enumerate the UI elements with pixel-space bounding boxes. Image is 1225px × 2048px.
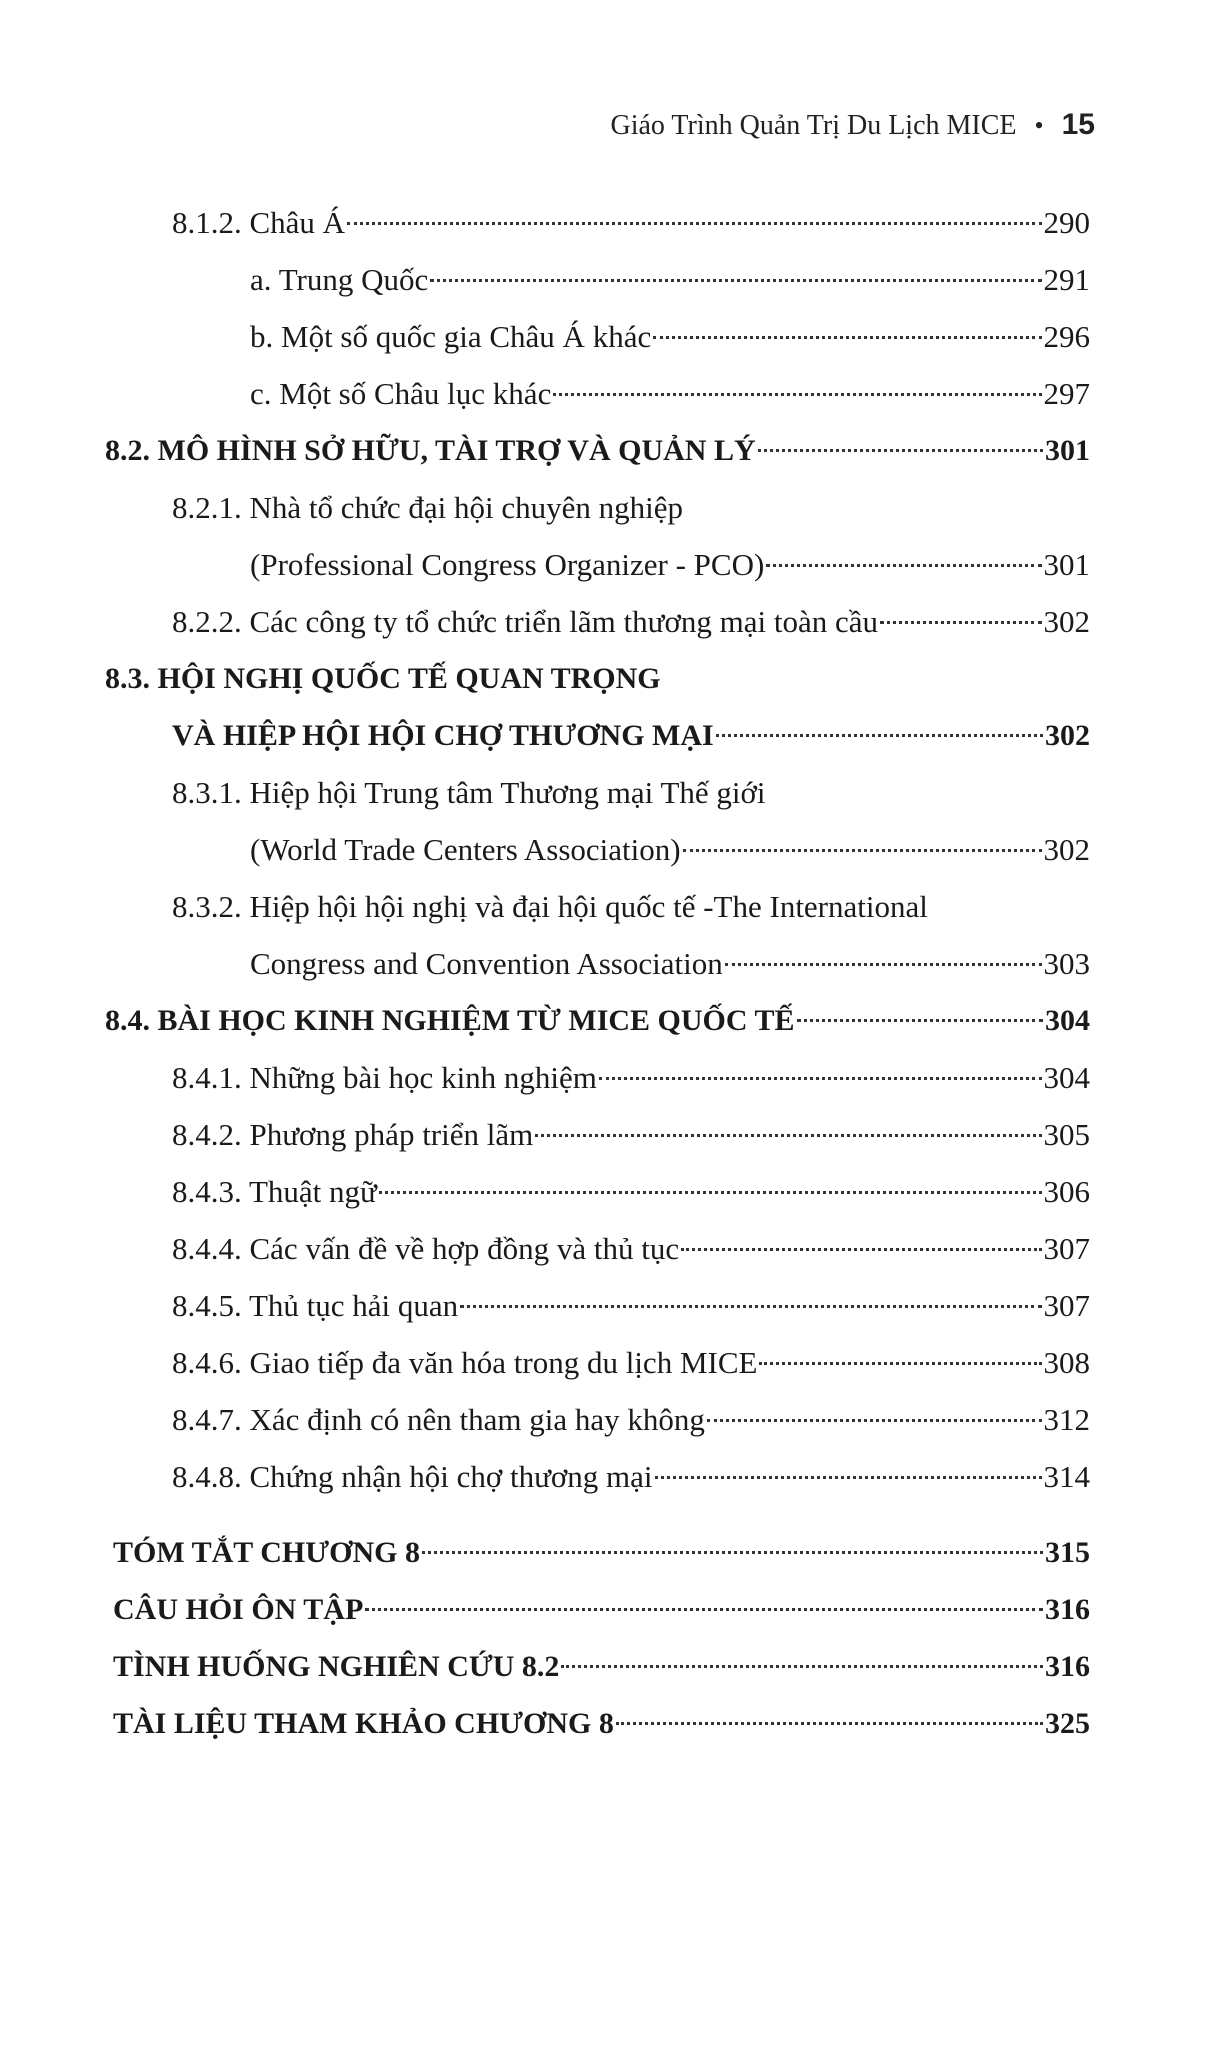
toc-entry-title: b. Một số quốc gia Châu Á khác [250,319,652,354]
toc-page-number: 325 [1045,1707,1090,1740]
toc-page-number: 304 [1043,1060,1090,1095]
toc-entry-title: 8.4.4. Các vấn đề về hợp đồng và thủ tục [172,1231,680,1266]
toc-entry [172,1454,1090,1500]
toc-entry-title: TÀI LIỆU THAM KHẢO CHƯƠNG 8 [113,1707,614,1740]
toc-entry-title: TÓM TẮT CHƯƠNG 8 [113,1536,420,1569]
toc-leader-dots [422,1551,1043,1554]
toc-entry-title: (Professional Congress Organizer - PCO) [250,547,765,582]
toc-leader-dots [759,1362,1041,1365]
toc-leader-dots [766,564,1041,567]
toc-leader-dots [430,279,1041,282]
toc-entry-title: VÀ HIỆP HỘI HỘI CHỢ THƯƠNG MẠI [172,719,714,752]
toc-page-number: 307 [1043,1231,1090,1266]
page-number: 15 [1061,108,1095,141]
toc-entry [113,1587,1090,1633]
toc-entry [172,1055,1090,1101]
toc-entry-title: 8.4.6. Giao tiếp đa văn hóa trong du lịch MICE [172,1345,758,1380]
toc-page-number: 308 [1043,1345,1090,1380]
toc-entry [172,884,1090,930]
toc-entry-title: (World Trade Centers Association) [250,832,681,867]
toc-entry [250,257,1090,303]
toc-entry-title: CÂU HỎI ÔN TẬP [113,1593,364,1626]
toc-leader-dots [880,621,1042,624]
toc-entry [105,428,1090,474]
toc-entry-title: 8.4.7. Xác định có nên tham gia hay không [172,1402,705,1437]
toc-entry [172,770,1090,816]
toc-leader-dots [535,1134,1041,1137]
toc-entry [172,1169,1090,1215]
toc-entry [113,1701,1090,1747]
toc-entry-title: Congress and Convention Association [250,946,723,981]
toc-leader-dots [758,449,1043,452]
toc-entry [172,1397,1090,1443]
toc-page-number: 305 [1043,1117,1090,1152]
toc-leader-dots [716,734,1043,737]
toc-entry [250,941,1090,987]
toc-entry [172,713,1090,759]
toc-entry-title: 8.4.3. Thuật ngữ [172,1174,377,1209]
toc-leader-dots [616,1722,1043,1725]
header-separator: • [1034,111,1044,140]
toc-leader-dots [347,222,1041,225]
toc-entry [250,371,1090,417]
toc-leader-dots [561,1665,1043,1668]
toc-entry-title: 8.3. HỘI NGHỊ QUỐC TẾ QUAN TRỌNG [105,662,661,695]
toc-page-number: 315 [1045,1536,1090,1569]
toc-entry-title: TÌNH HUỐNG NGHIÊN CỨU 8.2 [113,1650,560,1683]
toc-entry-title: 8.3.2. Hiệp hội hội nghị và đại hội quốc tế -The International [172,889,928,924]
toc-page-number: 302 [1043,832,1090,867]
toc-page-number: 316 [1045,1593,1090,1626]
toc-page-number: 301 [1045,434,1090,467]
toc-leader-dots [707,1419,1042,1422]
toc-entry-title: 8.4.5. Thủ tục hải quan [172,1288,459,1323]
toc-entry [105,656,1090,702]
toc-leader-dots [681,1248,1041,1251]
toc-page-number: 302 [1045,719,1090,752]
toc-leader-dots [553,393,1041,396]
toc-leader-dots [379,1191,1042,1194]
toc-leader-dots [365,1608,1043,1611]
toc-page-number: 307 [1043,1288,1090,1323]
toc-entry-title: c. Một số Châu lục khác [250,376,552,411]
toc-entry-title: a. Trung Quốc [250,262,429,297]
toc-page-number: 303 [1043,946,1090,981]
toc-page-number: 304 [1045,1004,1090,1037]
toc-leader-dots [797,1019,1043,1022]
toc-entry [113,1644,1090,1690]
toc-entry-title: 8.2.1. Nhà tổ chức đại hội chuyên nghiệp [172,490,683,525]
toc-entry-title: 8.2.2. Các công ty tổ chức triển lãm thương mại toàn cầu [172,604,878,639]
toc-entry-title: 8.3.1. Hiệp hội Trung tâm Thương mại Thế giới [172,775,766,810]
toc-entry [172,200,1090,246]
toc-page-number: 306 [1043,1174,1090,1209]
toc-page-number: 301 [1043,547,1090,582]
toc-entry-title: 8.4.2. Phương pháp triển lãm [172,1117,534,1152]
running-header [610,108,1095,142]
toc-page-number: 316 [1045,1650,1090,1683]
toc-entry-title: 8.4.1. Những bài học kinh nghiệm [172,1060,597,1095]
toc-page-number: 302 [1043,604,1090,639]
toc-entry-title: 8.1.2. Châu Á [172,205,346,240]
toc-entry-title: 8.4. BÀI HỌC KINH NGHIỆM TỪ MICE QUỐC TẾ [105,1004,795,1037]
toc-entry [250,314,1090,360]
book-title: Giáo Trình Quản Trị Du Lịch MICE [610,110,1017,141]
toc-leader-dots [655,1476,1042,1479]
toc-leader-dots [599,1077,1042,1080]
toc-page-number: 312 [1043,1402,1090,1437]
toc-entry [172,485,1090,531]
toc-entry-title: 8.4.8. Chứng nhận hội chợ thương mại [172,1459,653,1494]
toc-page-number: 296 [1043,319,1090,354]
toc-leader-dots [725,963,1042,966]
toc-page-number: 297 [1043,376,1090,411]
toc-entry [172,1340,1090,1386]
toc-page-number: 314 [1043,1459,1090,1494]
toc-entry [105,998,1090,1044]
toc-entry [172,1283,1090,1329]
toc-entry-title: 8.2. MÔ HÌNH SỞ HỮU, TÀI TRỢ VÀ QUẢN LÝ [105,434,756,467]
toc-leader-dots [683,849,1042,852]
toc-entry [250,827,1090,873]
toc-leader-dots [653,336,1041,339]
toc-entry [172,1226,1090,1272]
toc-page-number: 291 [1043,262,1090,297]
toc-leader-dots [460,1305,1041,1308]
toc-entry [172,599,1090,645]
toc-page-number: 290 [1043,205,1090,240]
toc-entry [172,1112,1090,1158]
toc-entry [113,1530,1090,1576]
toc-entry [250,542,1090,588]
